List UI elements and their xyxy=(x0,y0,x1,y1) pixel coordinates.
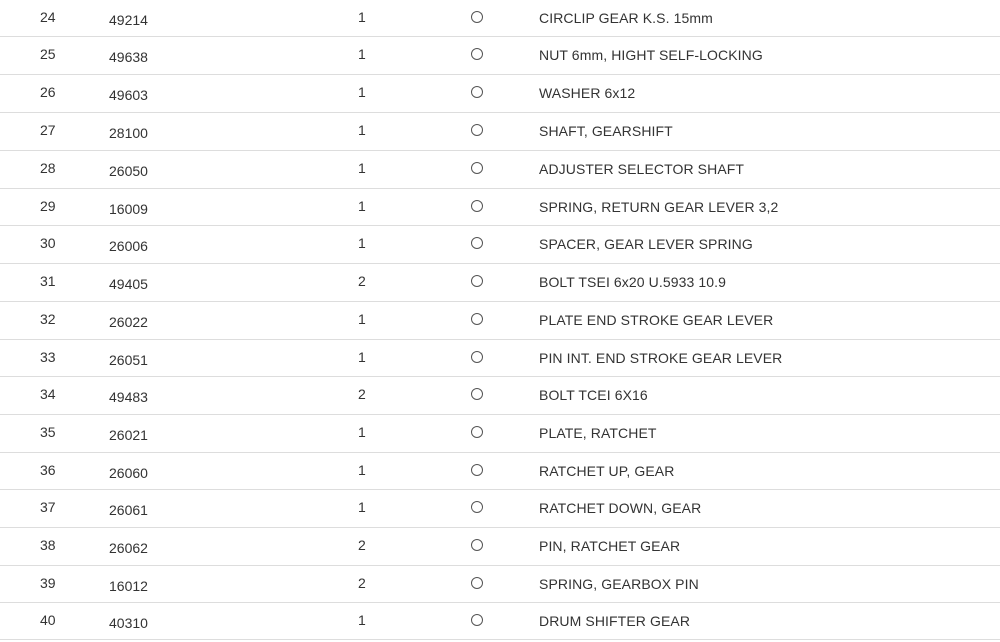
select-radio[interactable] xyxy=(471,11,483,23)
part-description: PLATE END STROKE GEAR LEVER xyxy=(539,312,774,328)
position-number: 25 xyxy=(40,46,56,62)
quantity: 1 xyxy=(358,198,366,214)
position-number: 27 xyxy=(40,122,56,138)
select-radio[interactable] xyxy=(471,124,483,136)
part-code: 49405 xyxy=(109,276,148,292)
table-row xyxy=(0,490,1000,528)
part-description: SHAFT, GEARSHIFT xyxy=(539,123,673,139)
part-code: 26050 xyxy=(109,163,148,179)
part-description: RATCHET DOWN, GEAR xyxy=(539,500,702,516)
position-number: 38 xyxy=(40,537,56,553)
part-description: SPACER, GEAR LEVER SPRING xyxy=(539,236,753,252)
quantity: 1 xyxy=(358,499,366,515)
position-number: 39 xyxy=(40,575,56,591)
select-radio[interactable] xyxy=(471,539,483,551)
table-row xyxy=(0,566,1000,603)
quantity: 2 xyxy=(358,537,366,553)
select-radio[interactable] xyxy=(471,237,483,249)
part-code: 16012 xyxy=(109,578,148,594)
table-row xyxy=(0,0,1000,37)
position-number: 28 xyxy=(40,160,56,176)
quantity: 1 xyxy=(358,424,366,440)
quantity: 1 xyxy=(358,349,366,365)
part-description: BOLT TSEI 6x20 U.5933 10.9 xyxy=(539,274,727,290)
part-description: WASHER 6x12 xyxy=(539,85,636,101)
select-radio[interactable] xyxy=(471,464,483,476)
select-radio[interactable] xyxy=(471,388,483,400)
select-radio[interactable] xyxy=(471,200,483,212)
part-code: 26051 xyxy=(109,352,148,368)
part-code: 49603 xyxy=(109,87,148,103)
position-number: 34 xyxy=(40,386,56,402)
position-number: 36 xyxy=(40,462,56,478)
part-code: 26022 xyxy=(109,314,148,330)
quantity: 1 xyxy=(358,9,366,25)
position-number: 33 xyxy=(40,349,56,365)
part-code: 26021 xyxy=(109,427,148,443)
quantity: 1 xyxy=(358,122,366,138)
select-radio[interactable] xyxy=(471,614,483,626)
table-row xyxy=(0,340,1000,377)
quantity: 2 xyxy=(358,273,366,289)
position-number: 31 xyxy=(40,273,56,289)
position-number: 24 xyxy=(40,9,56,25)
table-row xyxy=(0,528,1000,566)
table-row xyxy=(0,302,1000,340)
part-code: 26060 xyxy=(109,465,148,481)
part-code: 26006 xyxy=(109,238,148,254)
select-radio[interactable] xyxy=(471,313,483,325)
quantity: 1 xyxy=(358,160,366,176)
quantity: 2 xyxy=(358,386,366,402)
table-row xyxy=(0,264,1000,302)
select-radio[interactable] xyxy=(471,162,483,174)
quantity: 1 xyxy=(358,311,366,327)
part-code: 49214 xyxy=(109,12,148,28)
part-description: RATCHET UP, GEAR xyxy=(539,463,675,479)
table-row xyxy=(0,415,1000,453)
position-number: 32 xyxy=(40,311,56,327)
part-code: 49483 xyxy=(109,389,148,405)
part-code: 28100 xyxy=(109,125,148,141)
part-description: PIN INT. END STROKE GEAR LEVER xyxy=(539,350,783,366)
quantity: 1 xyxy=(358,235,366,251)
part-code: 40310 xyxy=(109,615,148,631)
quantity: 1 xyxy=(358,84,366,100)
position-number: 26 xyxy=(40,84,56,100)
part-description: CIRCLIP GEAR K.S. 15mm xyxy=(539,10,713,26)
select-radio[interactable] xyxy=(471,86,483,98)
table-row xyxy=(0,113,1000,151)
select-radio[interactable] xyxy=(471,48,483,60)
part-description: PLATE, RATCHET xyxy=(539,425,657,441)
table-row xyxy=(0,151,1000,189)
part-code: 16009 xyxy=(109,201,148,217)
table-row xyxy=(0,37,1000,75)
part-code: 26062 xyxy=(109,540,148,556)
quantity: 2 xyxy=(358,575,366,591)
part-description: SPRING, GEARBOX PIN xyxy=(539,576,699,592)
part-code: 26061 xyxy=(109,502,148,518)
position-number: 30 xyxy=(40,235,56,251)
table-row xyxy=(0,75,1000,113)
table-row xyxy=(0,603,1000,640)
part-code: 49638 xyxy=(109,49,148,65)
position-number: 35 xyxy=(40,424,56,440)
select-radio[interactable] xyxy=(471,577,483,589)
part-description: DRUM SHIFTER GEAR xyxy=(539,613,691,629)
select-radio[interactable] xyxy=(471,351,483,363)
part-description: NUT 6mm, HIGHT SELF-LOCKING xyxy=(539,47,763,63)
quantity: 1 xyxy=(358,462,366,478)
part-description: BOLT TCEI 6X16 xyxy=(539,387,648,403)
select-radio[interactable] xyxy=(471,275,483,287)
position-number: 37 xyxy=(40,499,56,515)
table-row xyxy=(0,377,1000,415)
table-row xyxy=(0,189,1000,226)
part-description: SPRING, RETURN GEAR LEVER 3,2 xyxy=(539,199,779,215)
table-row xyxy=(0,453,1000,490)
quantity: 1 xyxy=(358,46,366,62)
table-row xyxy=(0,226,1000,264)
select-radio[interactable] xyxy=(471,426,483,438)
position-number: 40 xyxy=(40,612,56,628)
part-description: ADJUSTER SELECTOR SHAFT xyxy=(539,161,745,177)
select-radio[interactable] xyxy=(471,501,483,513)
quantity: 1 xyxy=(358,612,366,628)
position-number: 29 xyxy=(40,198,56,214)
part-description: PIN, RATCHET GEAR xyxy=(539,538,681,554)
